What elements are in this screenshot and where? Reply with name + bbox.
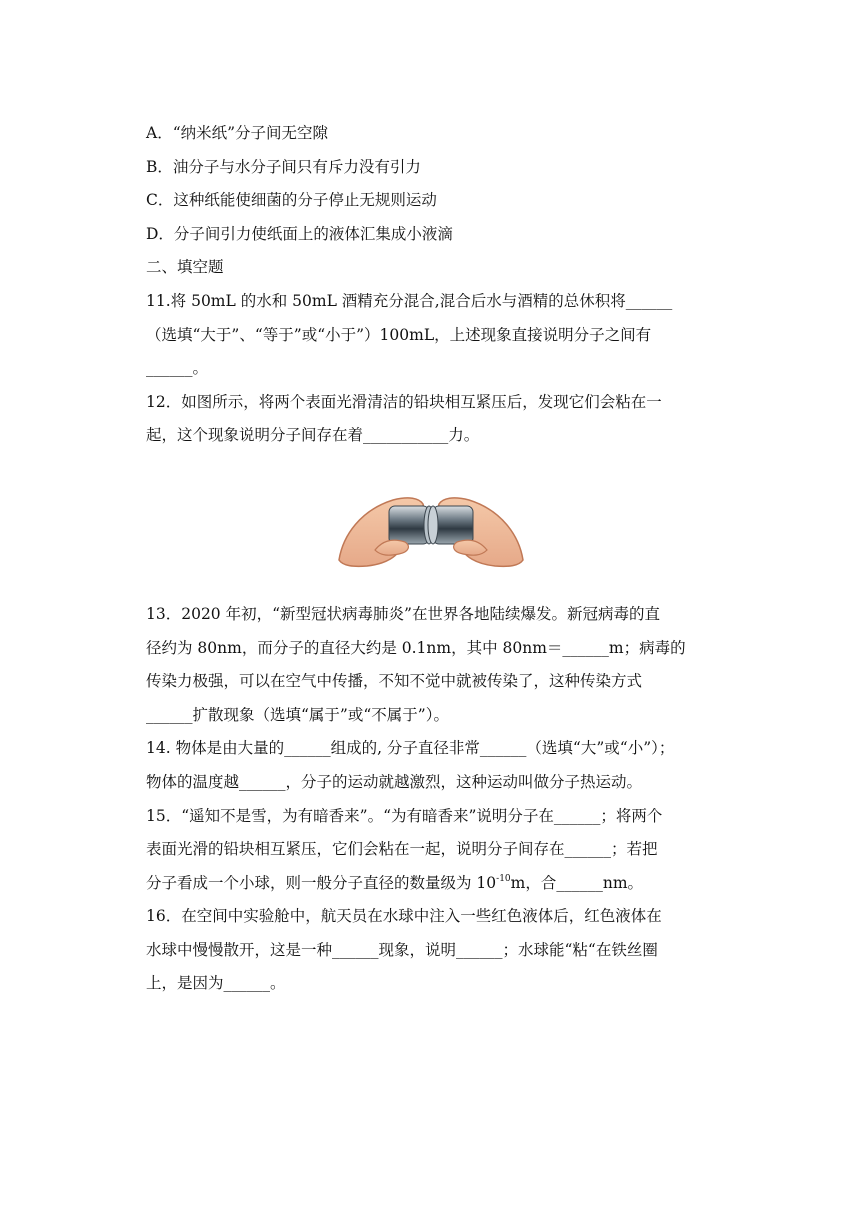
exponent: -10 [496,873,511,884]
question-13-line-1: 13．2020 年初，“新型冠状病毒肺炎”在世界各地陆续爆发。新冠病毒的直 [146,604,660,623]
question-15-line-1: 15．“遥知不是雪，为有暗香来”。“为有暗香来”说明分子在______；将两个 [146,806,663,825]
question-15-line-3-end: m，合______nm。 [510,873,644,892]
lead-blocks-figure [146,453,716,598]
option-c: C．这种纸能使细菌的分子停止无规则运动 [146,191,437,210]
question-13-line-2: 径约为 80nm，而分子的直径大约是 0.1nm，其中 80nm＝______m；病毒的 [146,638,686,657]
question-16-line-1: 16．在空间中实验舱中，航天员在水球中注入一些红色液体后，红色液体在 [146,907,662,926]
section-title: 二、填空题 [146,258,224,277]
question-16-line-2: 水球中慢慢散开，这是一种______现象，说明______；水球能“粘“在铁丝圈 [146,940,658,959]
option-b: B．油分子与水分子间只有斥力没有引力 [146,157,421,176]
question-15-line-2: 表面光滑的铅块相互紧压，它们会粘在一起，说明分子间存在______；若把 [146,840,658,859]
question-13-line-4: ______扩散现象（选填“属于”或“不属于”）。 [146,705,449,724]
worksheet-content [146,117,716,1001]
question-12-line-1: 12．如图所示，将两个表面光滑清洁的铅块相互紧压后，发现它们会粘在一 [146,392,662,411]
question-15-line-3-start: 分子看成一个小球，则一般分子直径的数量级为 10 [146,873,497,892]
option-a: A．“纳米纸”分子间无空隙 [146,124,329,142]
question-11-line-1: 11.将 50mL 的水和 50mL 酒精充分混合,混合后水与酒精的总休积将______ [146,291,673,310]
question-14-line-2: 物体的温度越______，分子的运动就越激烈，这种运动叫做分子热运动。 [146,772,643,791]
hands-pressing-lead-cylinders-illustration [331,480,531,570]
question-11-line-2: （选填“大于”、“等于”或“小于”）100mL，上述现象直接说明分子之间有 [146,325,652,344]
question-13-line-3: 传染力极强，可以在空气中传播，不知不觉中就被传染了，这种传染方式 [146,672,643,691]
question-11-line-3: ______。 [146,359,209,378]
question-16-line-3: 上，是因为______。 [146,974,286,993]
question-15-line-3 [146,867,716,901]
question-14-line-1: 14. 物体是由大量的______组成的, 分子直径非常______（选填“大”或“小”）； [146,739,675,758]
question-12-line-2: 起，这个现象说明分子间存在着___________力。 [146,426,480,445]
option-d: D．分子间引力使纸面上的液体汇集成小液滴 [146,224,453,243]
